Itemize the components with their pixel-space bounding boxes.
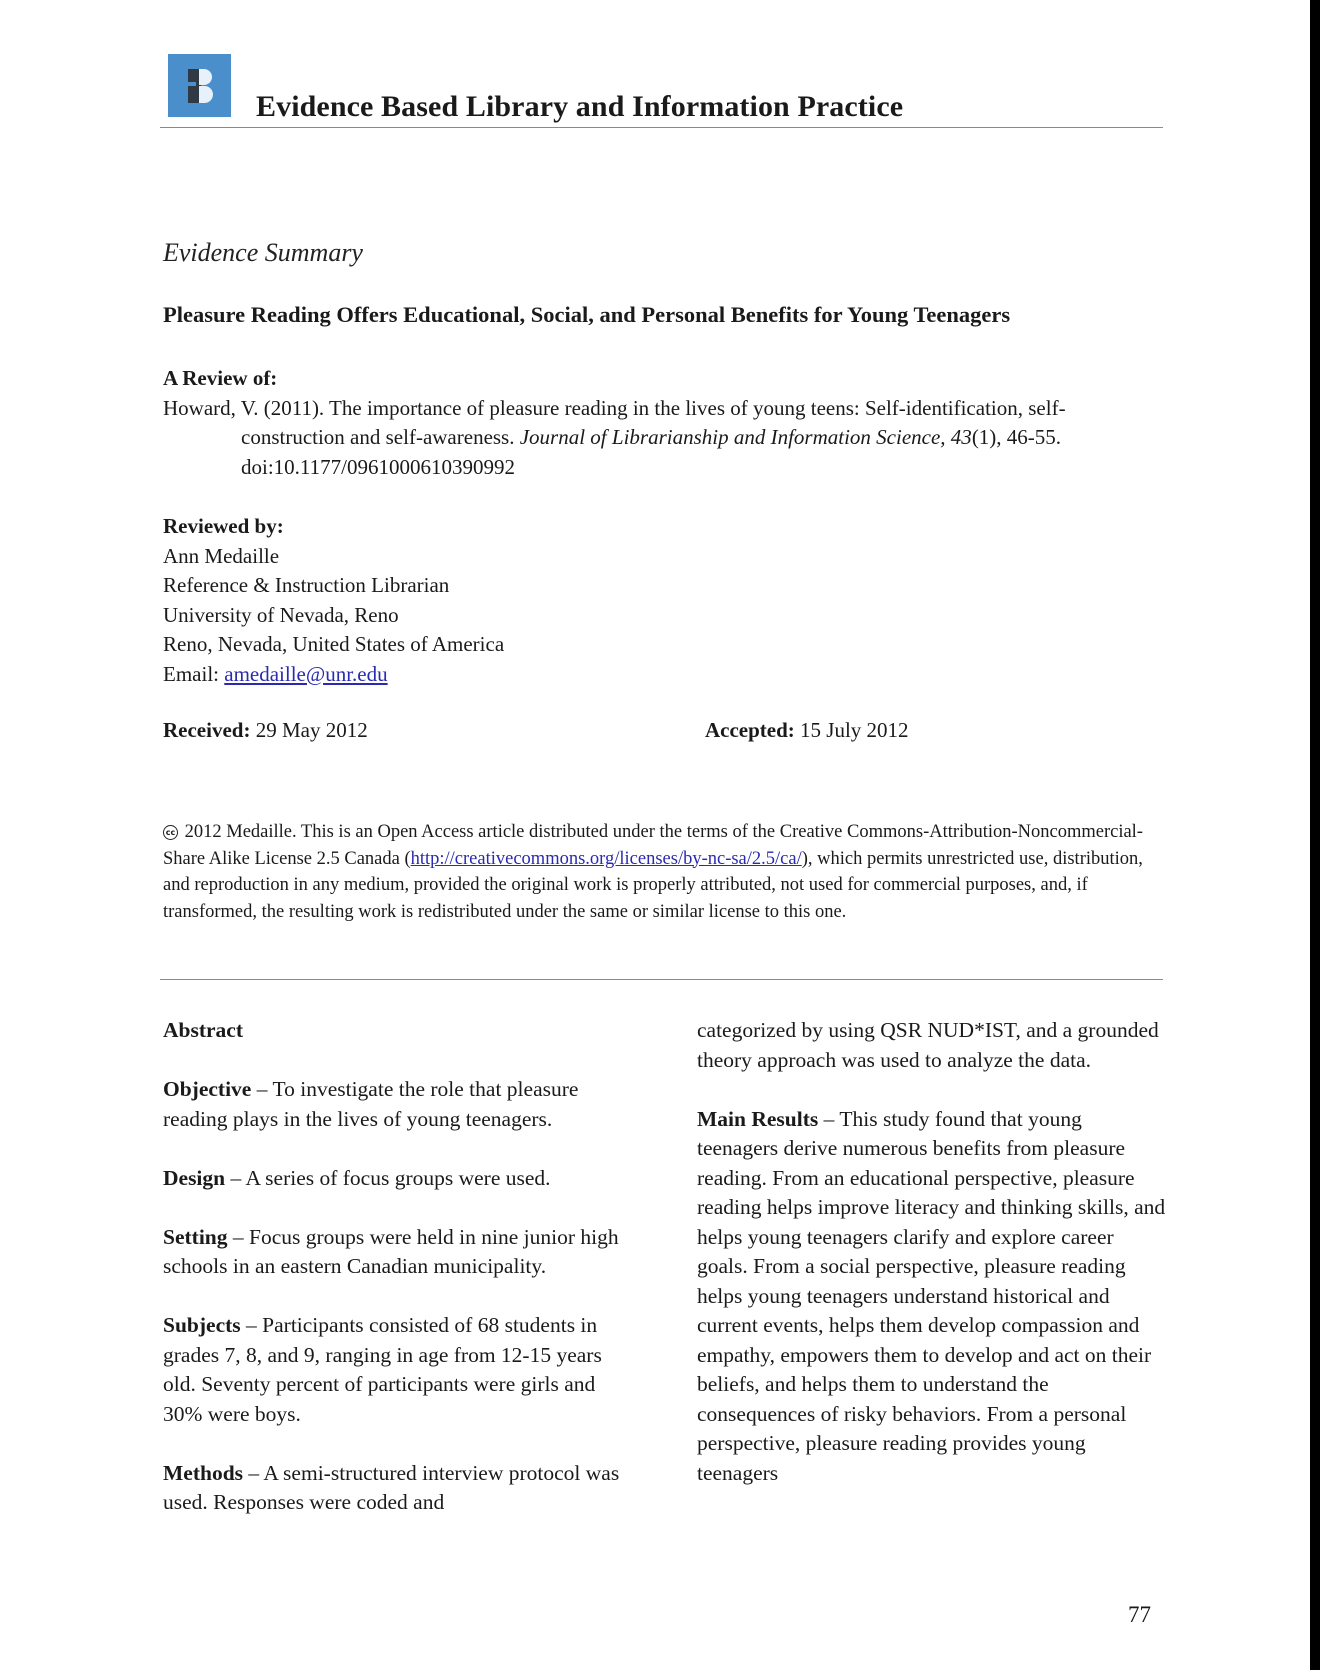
creative-commons-icon: cc [163, 825, 178, 840]
license-notice [163, 819, 1163, 925]
email-label: Email: [163, 661, 225, 686]
license-url-link[interactable]: http://creativecommons.org/licenses/by-nc-sa/2.5/ca/ [410, 848, 802, 869]
viewer-edge-bar [1310, 0, 1320, 1670]
accepted-value: 15 July 2012 [794, 718, 909, 742]
received-label: Received: [163, 718, 251, 742]
methods-label: Methods [163, 1460, 244, 1485]
citation-journal: Journal of Librarianship and Information Science, 43 [519, 425, 972, 449]
subjects-label: Subjects [163, 1313, 241, 1337]
email-link[interactable]: amedaille@unr.edu [224, 661, 388, 686]
abstract-heading: Abstract [163, 1018, 244, 1042]
setting-text: – Focus groups were held in nine junior high schools in an eastern Canadian municipality. [163, 1224, 619, 1278]
design-label: Design [163, 1165, 226, 1190]
accepted-label: Accepted: [705, 718, 795, 742]
reviewer-position: Reference & Instruction Librarian [163, 573, 450, 597]
received-date [163, 718, 368, 743]
citation [163, 394, 1153, 483]
page-number: 77 [1128, 1602, 1151, 1627]
journal-title: Evidence Based Library and Information Practice [256, 90, 904, 123]
article-title: Pleasure Reading Offers Educational, Social, and Personal Benefits for Young Teenagers [163, 302, 1011, 327]
journal-logo-icon [168, 54, 231, 117]
abstract-setting [163, 1223, 633, 1282]
methods-continued: categorized by using QSR NUD*IST, and a grounded theory approach was used to analyze the data. [697, 1018, 1159, 1072]
abstract-right-column [697, 1016, 1167, 1518]
reviewer-block [163, 512, 504, 689]
header-rule [160, 127, 1163, 128]
abstract-left-column [163, 1016, 633, 1547]
abstract-subjects [163, 1311, 633, 1429]
reviewer-location: Reno, Nevada, United States of America [163, 632, 505, 656]
setting-label: Setting [163, 1224, 228, 1249]
review-of-block [163, 364, 1153, 482]
abstract-objective [163, 1075, 633, 1134]
citation-main: Howard, V. (2011). The importance of pleasure reading in the lives of young teens: Self-identification, self-construction and self-awareness. [163, 395, 1066, 449]
reviewer-institution: University of Nevada, Reno [163, 602, 399, 627]
main-results-label: Main Results [697, 1106, 819, 1131]
reviewed-by-label: Reviewed by: [163, 514, 284, 538]
reviewer-email-line [163, 660, 504, 690]
reviewer-name: Ann Medaille [163, 543, 280, 568]
accepted-date [705, 718, 909, 743]
license-text-before: 2012 Medaille. This is an Open Access article distributed under the terms of the Creative Commons-Attribution-Noncommercial-Share Alike License 2.5 Canada ( [163, 822, 1143, 869]
subjects-text: – Participants consisted of 68 students in grades 7, 8, and 9, ranging in age from 12-15 years old. Seventy percent of participants were girls and 30% were boys. [163, 1313, 602, 1426]
main-results-text: – This study found that young teenagers derive numerous benefits from pleasure reading. From an educational perspective, pleasure reading helps improve literacy and thinking skills, and helps young teenagers clarify and explore career goals. From a social perspective, pleasure reading helps young teenagers understand historical and current events, helps them develop compassion and empathy, empowers them to develop and act on their beliefs, and helps them to understand the consequences of risky behaviors. From a personal perspective, pleasure reading provides young teenagers [697, 1106, 1166, 1485]
section-type: Evidence Summary [163, 238, 363, 267]
methods-text: – A semi-structured interview protocol was used. Responses were coded and [163, 1460, 620, 1514]
citation-issue-pages: (1), 46-55. doi:10.1177/0961000610390992 [241, 425, 1062, 479]
license-text-after: ), which permits unrestricted use, distribution, and reproduction in any medium, provided the original work is properly attributed, not used for commercial purposes, and, if transformed, the resulting work is redistributed under the same or similar license to this one. [163, 848, 1143, 922]
review-of-label: A Review of: [163, 366, 278, 390]
received-value: 29 May 2012 [250, 718, 368, 742]
abstract-methods [163, 1459, 633, 1518]
objective-label: Objective [163, 1077, 252, 1101]
section-divider [160, 979, 1163, 980]
abstract-main-results [697, 1105, 1167, 1489]
objective-text: – To investigate the role that pleasure reading plays in the lives of young teenagers. [163, 1077, 579, 1131]
design-text: – A series of focus groups were used. [225, 1165, 551, 1190]
abstract-design [163, 1164, 633, 1194]
